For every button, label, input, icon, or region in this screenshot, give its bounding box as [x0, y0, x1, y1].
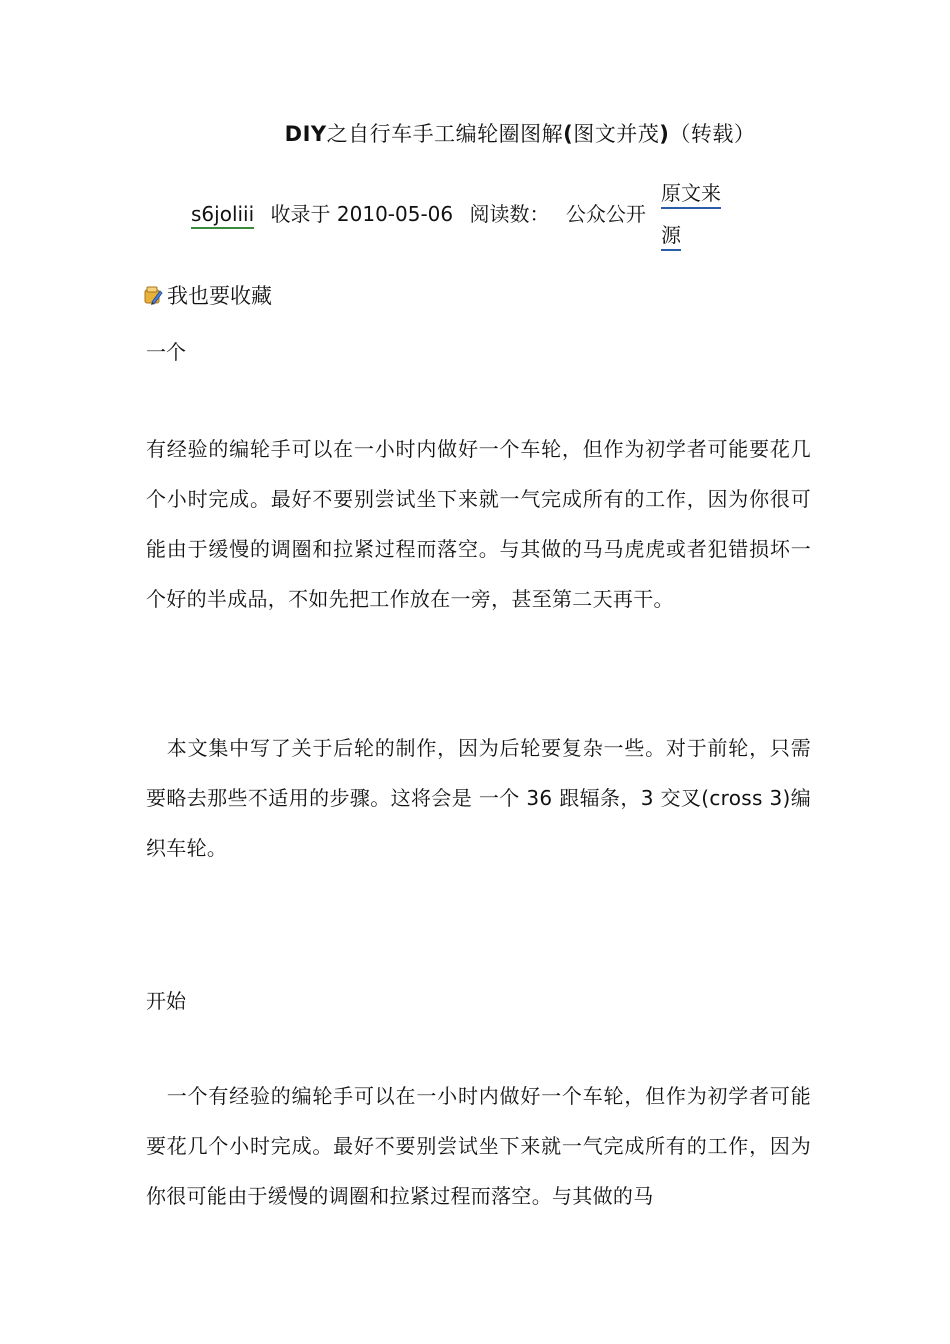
paragraph-3: 一个有经验的编轮手可以在一小时内做好一个车轮，但作为初学者可能要花几个小时完成。最好不要别尝试坐下来就一气完成所有的工作，因为你很可能由于缓慢的调圈和拉紧过程而落空。与其做的马 [146, 1084, 811, 1208]
title-paren-open: ( [563, 122, 574, 146]
source-link[interactable] [661, 172, 729, 256]
paragraph-1: 有经验的编轮手可以在一小时内做好一个车轮，但作为初学者可能要花几个小时完成。最好不要别尝试坐下来就一气完成所有的工作，因为你很可能由于缓慢的调圈和拉紧过程而落空。与其做的马马虎虎或者犯错损坏一个好的半成品，不如先把工作放在一旁，甚至第二天再干。 [146, 437, 811, 611]
section-heading-one: 一个 [146, 340, 186, 364]
section-heading-start: 开始 [146, 989, 186, 1013]
title-prefix: DIY [284, 122, 327, 146]
title-paren-close: ) [659, 122, 670, 146]
collected-date: 2010-05-06 [336, 202, 454, 226]
favorite-button[interactable] [143, 280, 272, 310]
visibility-label: 公众公开 [565, 202, 646, 226]
author-link[interactable]: s6joliii [191, 202, 254, 229]
favorite-icon [143, 285, 163, 305]
reads-label: 阅读数： [469, 202, 550, 226]
collected-label: 收录于 [270, 202, 331, 226]
source-link-line2: 源 [661, 221, 681, 251]
title-middle: 之自行车手工编轮圈图解 [326, 122, 564, 146]
article-title [0, 118, 950, 148]
title-suffix: （转载） [669, 122, 756, 146]
favorite-label: 我也要收藏 [167, 284, 272, 308]
source-link-line1: 原文来 [661, 179, 721, 209]
article-meta [191, 198, 646, 227]
paragraph-2: 本文集中写了关于后轮的制作，因为后轮要复杂一些。对于前轮，只需要略去那些不适用的步骤。这将会是 一个 36 跟辐条，3 交叉(cross 3)编织车轮。 [146, 736, 811, 860]
title-bold2: 图文并茂 [573, 122, 660, 146]
